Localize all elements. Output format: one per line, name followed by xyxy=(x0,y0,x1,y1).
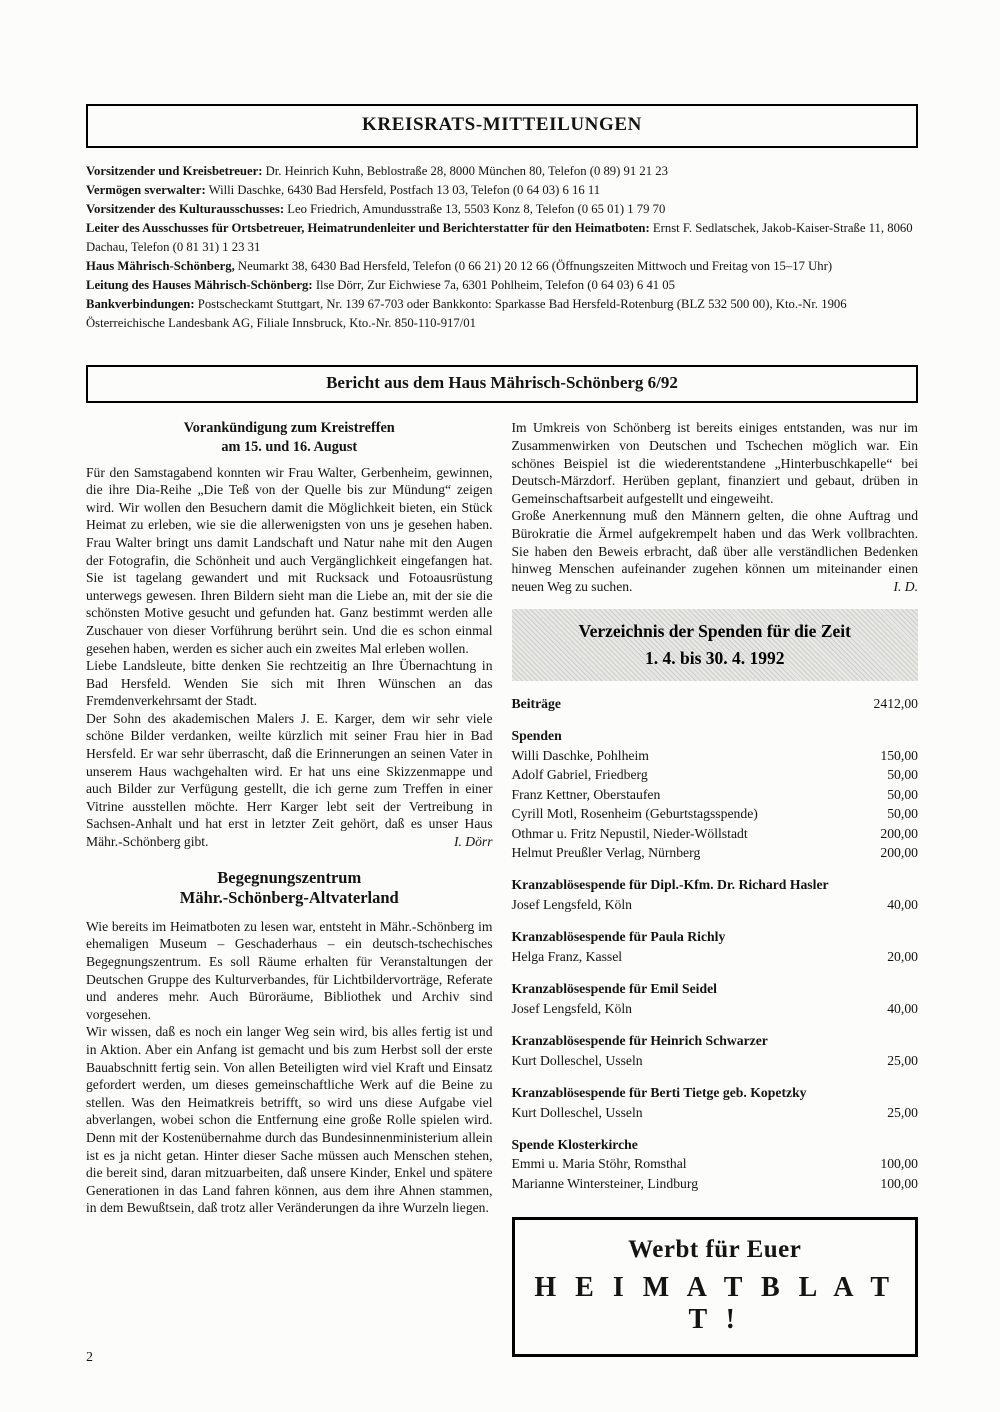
article-heading-line1: Vorankündigung zum Kreistreffen xyxy=(183,420,395,437)
donation-label: Beiträge xyxy=(511,695,561,711)
donation-row xyxy=(512,1103,919,1122)
paragraph: Wir wissen, daß es noch ein langer Weg sein wird, bis alles fertig ist und in Aktion. Aber ein Anfang ist gemacht und bis zum Herbst soll der erste Bauabschnitt fertig sein. Von allen Beteiligten wird viel Kraft und Einsatz gefordert werden, um dieses gemeinschaftliche Werk auf die Beine zu stellen. Was den Heimatkreis betrifft, so wird uns diese Aufgabe viel abverlangen, wobei schon die Entfernung eine große Rolle spielen wird. Denn mit der Kostenübernahme durch das Bundesinnenministerium allein ist es ja nicht getan. Hinter dieser Sache müssen auch Menschen stehen, die bereit sind, daran mitzuarbeiten, daß unsere Kinder, Enkel und spätere Generationen in das Land fahren können, aus dem ihre Ahnen stammen, in dem Bewußtsein, daß trotz aller Veränderungen da ihre Wurzeln liegen. xyxy=(86,1024,493,1216)
donations-header xyxy=(512,609,919,681)
contact-text: Neumarkt 38, 6430 Bad Hersfeld, Telefon (0 66 21) 20 12 66 (Öffnungszeiten Mittwoch und Freitag von 15–17 Uhr) xyxy=(237,259,833,274)
contact-label: Vermögen sverwalter: xyxy=(86,183,206,198)
donation-amount: 150,00 xyxy=(880,747,918,763)
donation-label: Spende Klosterkirche xyxy=(511,1137,638,1153)
donation-label: Helmut Preußler Verlag, Nürnberg xyxy=(511,845,701,861)
donation-section-header xyxy=(512,927,919,946)
masthead-box xyxy=(86,104,918,148)
donation-label: Emmi u. Maria Stöhr, Romsthal xyxy=(511,1156,687,1172)
donation-row xyxy=(512,694,919,713)
donation-section-header xyxy=(512,979,919,998)
donation-list xyxy=(512,694,919,1194)
contact-line xyxy=(86,276,918,295)
donation-row xyxy=(512,746,919,765)
donation-row xyxy=(512,843,919,862)
paragraph xyxy=(512,507,919,595)
donation-label: Othmar u. Fritz Nepustil, Nieder-Wöllstadt xyxy=(511,825,748,841)
donation-amount: 40,00 xyxy=(887,896,918,912)
donation-amount: 20,00 xyxy=(887,948,918,964)
masthead-title: KREISRATS-MITTEILUNGEN xyxy=(362,114,642,135)
ad-line1: Werbt für Euer xyxy=(628,1236,802,1264)
paragraph: Für den Samstagabend konnten wir Frau Walter, Gerbenheim, gewinnen, die ihre Dia-Reihe „Die Teß von der Quelle bis zur Mündung“ zeigen wird. Wir wollen den Besuchern damit die Möglichkeit bieten, ein Stück Heimat zu erleben, wie sie die allerwenigsten von uns je gesehen haben. Frau Walter bringt uns damit Landschaft und Natur nahe mit den Augen der Fotografin, die Schönheit und auch Vergänglichkeit eingefangen hat. Sie ist tagelang gewandert und mit Rucksack und Fotoausrüstung unterwegs gewesen. Ihren Bildern sieht man die Liebe an, mit der sie die schönsten Motive gesucht und gefunden hat. Ganz bestimmt werden alle Zuschauer von dieser Vorführung berührt sein. Und die es schon einmal gesehen haben, werden es sicher auch ein zweites Mal erleben wollen. xyxy=(86,464,493,656)
donation-row xyxy=(512,785,919,804)
column-left xyxy=(86,419,493,1357)
contact-line xyxy=(86,219,918,257)
donation-row xyxy=(512,895,919,914)
report-title-box xyxy=(86,365,918,403)
paragraph: Liebe Landsleute, bitte denken Sie rechtzeitig an Ihre Übernachtung in Bad Hersfeld. Wenden Sie sich mit Ihren Wünschen an das Fremdenverkehrsamt der Stadt. xyxy=(86,658,493,709)
page-number: 2 xyxy=(86,1350,93,1365)
donation-row xyxy=(512,765,919,784)
article-heading2-line2: Mähr.-Schönberg-Altvaterland xyxy=(179,888,399,908)
contact-label: Vorsitzender und Kreisbetreuer: xyxy=(86,164,263,178)
donation-label: Kurt Dolleschel, Usseln xyxy=(511,1052,643,1068)
donation-label: Franz Kettner, Oberstaufen xyxy=(511,786,661,802)
donation-amount: 100,00 xyxy=(880,1156,918,1172)
paragraph-text: Große Anerkennung muß den Männern gelten, die ohne Auftrag und Bürokratie die Ärmel aufgekrempelt haben und das Werk vollbrachten. Sie haben den Beweis erbracht, daß über alle verständlichen Bedenken hinweg Menschen aufeinander zugehen können um miteinander einen neuen Weg zu suchen. xyxy=(511,508,918,594)
contact-line xyxy=(86,181,918,200)
donation-label: Kranzablösespende für Paula Richly xyxy=(511,929,726,945)
contact-text: Postscheckamt Stuttgart, Nr. 139 67-703 oder Bankkonto: Sparkasse Bad Hersfeld-Rotenburg (BLZ 532 500 00), Kto.-Nr. 1906 Österreichische Landesbank AG, Filiale Innsbruck, Kto.-Nr. 850-110-917/01 xyxy=(86,297,847,331)
contact-line xyxy=(86,295,918,333)
author-signature: I. Dörr xyxy=(453,834,493,850)
column-right xyxy=(512,419,919,1357)
donation-amount: 50,00 xyxy=(887,806,918,822)
donation-amount: 50,00 xyxy=(887,767,918,783)
donation-label: Kranzablösespende für Dipl.-Kfm. Dr. Richard Hasler xyxy=(511,877,829,893)
donation-label: Cyrill Motl, Rosenheim (Geburtstagsspende) xyxy=(511,806,758,822)
donation-row xyxy=(512,947,919,966)
donation-label: Josef Lengsfeld, Köln xyxy=(511,896,633,912)
paragraph: Wie bereits im Heimatboten zu lesen war, entsteht in Mähr.-Schönberg im ehemaligen Museum – Geschaderhaus – ein deutsch-tschechisches Begegnungszentrum. Es soll Räume erhalten für Veranstaltungen der Deutschen Gruppe des Kulturverbandes, für Lichtbildervorträge, Referate und anderes mehr. Auch Büroräume, Bibliothek und Archiv sind vorgesehen. xyxy=(86,918,493,1022)
advertisement-box xyxy=(512,1217,919,1357)
donation-row xyxy=(512,1154,919,1173)
donation-section-header xyxy=(512,875,919,894)
article-heading-line2: am 15. und 16. August xyxy=(221,439,358,455)
contact-text: Leo Friedrich, Amundusstraße 13, 5503 Konz 8, Telefon (0 65 01) 1 79 70 xyxy=(287,202,666,217)
donation-label: Kranzablösespende für Heinrich Schwarzer xyxy=(511,1033,768,1049)
donation-label: Kurt Dolleschel, Usseln xyxy=(511,1104,643,1120)
donation-label: Adolf Gabriel, Friedberg xyxy=(511,767,648,783)
article-heading xyxy=(86,419,493,456)
donation-label: Helga Franz, Kassel xyxy=(511,948,623,964)
donation-amount: 50,00 xyxy=(887,786,918,802)
contact-label: Haus Mährisch-Schönberg, xyxy=(86,259,235,274)
donation-row xyxy=(512,804,919,823)
contact-text: Willi Daschke, 6430 Bad Hersfeld, Postfach 13 03, Telefon (0 64 03) 6 16 11 xyxy=(208,183,601,198)
contact-list xyxy=(86,162,918,333)
donation-amount: 200,00 xyxy=(880,825,918,841)
contact-text: Ernst F. Sedlatschek, Jakob-Kaiser-Straße 11, 8060 Dachau, Telefon (0 81 31) 1 23 31 xyxy=(86,221,913,255)
paragraph-text: Der Sohn des akademischen Malers J. E. Karger, dem wir sehr viele schöne Bilder verdanken, weilte kürzlich mit seiner Frau hier in Bad Hersfeld. Er war sehr überrascht, daß die Erinnerungen an seinen Vater in unserem Haus wachgehalten wird. Er hat uns eine Skizzenmappe und auch Bilder zur Verfügung gestellt, die ich gerne zum Treffen in einer Vitrine ausstellen möchte. Herr Karger lebt seit der Vertreibung in Sachsen-Anhalt und hat erst in letzter Zeit gehört, daß es unser Haus Mähr.-Schönberg gibt. xyxy=(86,710,493,850)
ad-line2: H E I M A T B L A T T ! xyxy=(534,1272,896,1336)
donation-row xyxy=(512,999,919,1018)
donation-section-header xyxy=(512,1135,919,1154)
contact-line xyxy=(86,200,918,219)
donation-label: Willi Daschke, Pohlheim xyxy=(511,747,649,763)
donation-section-header xyxy=(512,1031,919,1050)
donation-row xyxy=(512,1174,919,1193)
donation-label: Marianne Wintersteiner, Lindburg xyxy=(511,1175,699,1191)
donation-row xyxy=(512,824,919,843)
donation-amount: 100,00 xyxy=(880,1175,918,1191)
contact-line xyxy=(86,162,918,181)
author-signature: I. D. xyxy=(893,578,918,594)
donations-header-line2: 1. 4. bis 30. 4. 1992 xyxy=(644,647,785,668)
donation-section-header xyxy=(512,1083,919,1102)
donation-amount: 200,00 xyxy=(880,845,918,861)
donation-amount: 40,00 xyxy=(887,1000,918,1016)
contact-line xyxy=(86,257,918,276)
article-heading-2 xyxy=(86,868,493,909)
article-heading2-line1: Begegnungszentrum xyxy=(217,867,362,887)
paragraph: Im Umkreis von Schönberg ist bereits einiges entstanden, was nur im Zusammenwirken von Deutschen und Tschechen möglich war. Ein schönes Beispiel ist die wiederentstandene „Hinterbuschkapelle“ bei Deutsch-Märzdorf. Herüben geplant, finanziert und gebaut, drüben in Gemeinschaftsarbeit aufgestellt und eingeweiht. xyxy=(511,420,918,506)
donation-row xyxy=(512,1051,919,1070)
donations-header-line1: Verzeichnis der Spenden für die Zeit xyxy=(578,621,851,642)
donation-label: Josef Lengsfeld, Köln xyxy=(511,1000,633,1016)
donation-label: Kranzablösespende für Berti Tietge geb. Kopetzky xyxy=(511,1085,807,1101)
article-columns xyxy=(86,419,918,1357)
donation-label: Spenden xyxy=(511,728,562,744)
donation-section-header xyxy=(512,726,919,745)
donation-amount: 25,00 xyxy=(887,1052,918,1068)
donation-amount: 2412,00 xyxy=(873,695,918,711)
contact-label: Leiter des Ausschusses für Ortsbetreuer, Heimatrundenleiter und Berichterstatter für den Heimatboten: xyxy=(86,221,650,236)
contact-label: Bankverbindungen: xyxy=(86,297,195,312)
contact-text: Dr. Heinrich Kuhn, Beblostraße 28, 8000 München 80, Telefon (0 89) 91 21 23 xyxy=(265,164,668,178)
donation-label: Kranzablösespende für Emil Seidel xyxy=(511,981,717,997)
report-title: Bericht aus dem Haus Mährisch-Schönberg 6/92 xyxy=(326,373,678,393)
contact-label: Vorsitzender des Kulturausschusses: xyxy=(86,202,285,217)
donation-amount: 25,00 xyxy=(887,1104,918,1120)
contact-text: Ilse Dörr, Zur Eichwiese 7a, 6301 Pohlheim, Telefon (0 64 03) 6 41 05 xyxy=(315,278,675,293)
paragraph xyxy=(86,710,493,851)
contact-label: Leitung des Hauses Mährisch-Schönberg: xyxy=(86,278,313,293)
